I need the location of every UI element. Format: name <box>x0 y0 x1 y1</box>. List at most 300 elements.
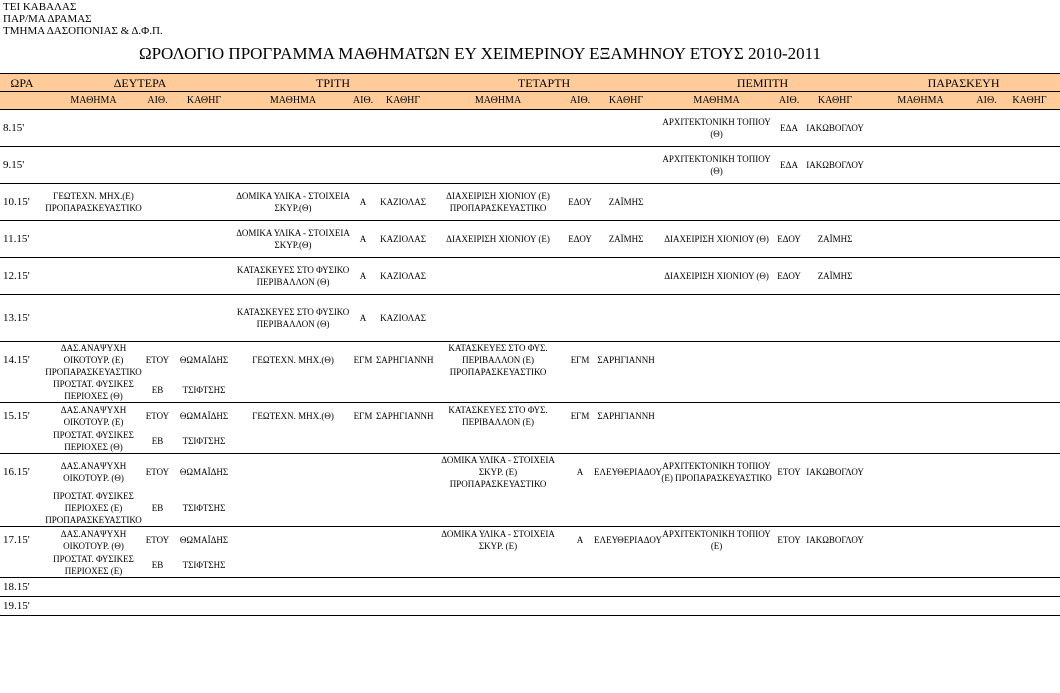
room-cell <box>974 578 999 597</box>
table-row <box>0 578 1060 597</box>
timetable <box>0 73 1060 616</box>
room-cell <box>143 184 172 221</box>
course-cell: ΓΕΩΤΕΧΝ. ΜΗΧ.(Θ) <box>252 355 334 365</box>
room-cell <box>143 295 172 342</box>
room-cell <box>143 221 172 258</box>
course-cell: ΔΟΜΙΚΑ ΥΛΙΚΑ - ΣΤΟΙΧΕΙΑ ΣΚΥΡ. (Ε) <box>441 529 555 551</box>
room-cell: ΕΔΟΥ <box>775 221 803 258</box>
time-cell: 15.15' <box>3 410 30 422</box>
teacher-cell <box>999 221 1060 258</box>
course-cell: ΑΡΧΙΤΕΚΤΟΝΙΚΗ ΤΟΠΙΟΥ (Θ) <box>658 110 775 147</box>
room-cell: ΕΔΟΥ <box>566 221 594 258</box>
room-cell: ΕΔΑ <box>775 147 803 184</box>
table-row <box>0 597 1060 616</box>
room-cell: Α <box>350 295 376 342</box>
teacher-cell <box>803 295 867 342</box>
room-cell <box>350 527 376 554</box>
course-cell <box>867 295 974 342</box>
room-cell: ΕΤΟΥ <box>145 535 170 545</box>
room-cell: ΕΤΟΥ <box>777 467 801 477</box>
teacher-cell <box>172 597 236 616</box>
room-cell: Α <box>576 467 584 477</box>
teacher-cell: ΤΣΙΦΤΣΗΣ <box>172 490 236 527</box>
room-cell <box>143 258 172 295</box>
course-cell <box>236 147 350 184</box>
teacher-cell <box>376 490 430 527</box>
teacher-cell <box>594 258 658 295</box>
teacher-header: ΚΑΘΗΓ <box>594 92 658 110</box>
room-cell <box>350 110 376 147</box>
teacher-header: ΚΑΘΗΓ <box>376 92 430 110</box>
teacher-cell <box>376 378 430 403</box>
room-cell: ΕΓΜ <box>353 355 373 365</box>
room-cell: Α <box>576 535 584 545</box>
course-cell <box>430 597 566 616</box>
room-cell <box>974 342 999 379</box>
course-cell <box>44 110 143 147</box>
room-cell: ΕΒ <box>143 553 172 578</box>
room-cell <box>350 578 376 597</box>
course-cell <box>658 490 775 527</box>
teacher-cell <box>172 184 236 221</box>
teacher-header: ΚΑΘΗΓ <box>172 92 236 110</box>
room-cell <box>974 597 999 616</box>
teacher-cell <box>999 110 1060 147</box>
course-cell: ΚΑΤΑΣΚΕΥΕΣ ΣΤΟ ΦΥΣ. ΠΕΡΙΒΑΛΛΟΝ (Ε) <box>448 405 548 427</box>
room-cell <box>775 578 803 597</box>
course-cell <box>44 147 143 184</box>
room-cell <box>775 597 803 616</box>
table-row <box>0 527 1060 554</box>
room-cell <box>974 258 999 295</box>
teacher-cell <box>803 490 867 527</box>
teacher-cell <box>594 429 658 454</box>
course-header: ΜΑΘΗΜΑ <box>44 92 143 110</box>
course-cell <box>236 110 350 147</box>
teacher-cell <box>594 597 658 616</box>
course-cell <box>867 403 974 430</box>
room-cell <box>974 527 999 554</box>
room-cell <box>974 110 999 147</box>
table-row <box>0 403 1060 430</box>
course-cell <box>867 110 974 147</box>
course-cell <box>658 429 775 454</box>
teacher-cell: ΖΑΪΜΗΣ <box>803 221 867 258</box>
table-row <box>0 342 1060 379</box>
room-cell <box>350 147 376 184</box>
course-cell <box>430 378 566 403</box>
teacher-cell: ΙΑΚΩΒΟΓΛΟΥ <box>806 535 864 545</box>
room-cell <box>566 110 594 147</box>
room-cell: ΕΒ <box>143 490 172 527</box>
teacher-cell <box>999 553 1060 578</box>
room-cell <box>974 429 999 454</box>
room-cell: ΕΒ <box>143 429 172 454</box>
course-cell: ΔΙΑΧΕΙΡΙΣΗ ΧΙΟΝΙΟΥ (Ε) <box>430 221 566 258</box>
room-cell: ΕΤΟΥ <box>777 535 801 545</box>
teacher-cell <box>172 295 236 342</box>
course-cell <box>44 295 143 342</box>
time-cell: 16.15' <box>3 466 30 478</box>
course-cell: ΔΑΣ.ΑΝΑΨΥΧΗ ΟΙΚΟΤΟΥΡ. (Ε) <box>60 405 127 427</box>
course-cell: ΔΑΣ.ΑΝΑΨΥΧΗ ΟΙΚΟΤΟΥΡ. (Θ) <box>60 529 127 551</box>
room-cell <box>775 553 803 578</box>
teacher-cell <box>999 184 1060 221</box>
course-cell <box>867 147 974 184</box>
course-cell: ΔΙΑΧΕΙΡΙΣΗ ΧΙΟΝΙΟΥ (Ε) ΠΡΟΠΑΡΑΣΚΕΥΑΣΤΙΚΟ <box>430 184 566 221</box>
course-cell <box>658 378 775 403</box>
course-cell: ΠΡΟΣΤΑΤ. ΦΥΣΙΚΕΣ ΠΕΡΙΟΧΕΣ (Θ) <box>44 378 143 403</box>
course-cell <box>236 454 350 491</box>
course-cell <box>236 553 350 578</box>
room-header: ΑΙΘ. <box>775 92 803 110</box>
course-cell <box>658 295 775 342</box>
time-cell: 19.15' <box>0 597 44 616</box>
room-cell <box>350 597 376 616</box>
course-header: ΜΑΘΗΜΑ <box>867 92 974 110</box>
teacher-cell <box>803 429 867 454</box>
room-cell: ΕΔΑ <box>775 110 803 147</box>
room-cell <box>974 221 999 258</box>
hour-header: ΩΡΑ <box>0 74 44 92</box>
column-header-row <box>0 92 1060 110</box>
teacher-cell <box>594 295 658 342</box>
course-cell <box>430 295 566 342</box>
room-cell: ΕΓΜ <box>570 411 590 421</box>
course-cell <box>658 403 775 430</box>
time-cell: 17.15' <box>3 534 30 546</box>
room-cell <box>974 295 999 342</box>
course-cell <box>658 597 775 616</box>
room-header: ΑΙΘ. <box>566 92 594 110</box>
course-cell <box>430 490 566 527</box>
course-cell <box>867 454 974 491</box>
course-cell <box>867 429 974 454</box>
time-cell <box>0 378 44 403</box>
page-title: ΩΡΟΛΟΓΙΟ ΠΡΟΓΡΑΜΜΑ ΜΑΘΗΜΑΤΩΝ ΕΥ ΧΕΙΜΕΡΙΝΟΥ ΕΞΑΜΗΝΟΥ ΕΤΟΥΣ 2010-2011 <box>138 44 822 63</box>
course-cell <box>867 221 974 258</box>
teacher-cell <box>594 110 658 147</box>
room-cell <box>566 258 594 295</box>
teacher-cell <box>376 147 430 184</box>
teacher-cell: ΚΑΖΙΟΛΑΣ <box>376 258 430 295</box>
room-cell <box>566 147 594 184</box>
room-cell: ΕΤΟΥ <box>145 411 170 421</box>
time-cell: 11.15' <box>0 221 44 258</box>
course-cell <box>430 429 566 454</box>
course-cell <box>430 258 566 295</box>
room-cell <box>566 553 594 578</box>
time-cell <box>0 429 44 454</box>
room-cell <box>566 378 594 403</box>
teacher-cell <box>172 258 236 295</box>
teacher-cell <box>376 553 430 578</box>
teacher-cell: ΣΑΡΗΓΙΑΝΝΗ <box>597 355 655 365</box>
teacher-cell <box>376 597 430 616</box>
room-cell <box>974 403 999 430</box>
time-cell: 8.15' <box>0 110 44 147</box>
teacher-cell: ΘΩΜΑΪΔΗΣ <box>179 535 229 545</box>
course-cell <box>867 553 974 578</box>
course-cell <box>236 378 350 403</box>
teacher-cell <box>803 378 867 403</box>
teacher-cell <box>999 403 1060 430</box>
course-cell: ΔΙΑΧΕΙΡΙΣΗ ΧΙΟΝΙΟΥ (Θ) <box>658 258 775 295</box>
teacher-cell <box>376 429 430 454</box>
teacher-cell <box>999 258 1060 295</box>
course-cell <box>867 490 974 527</box>
teacher-cell <box>999 147 1060 184</box>
course-cell: ΚΑΤΑΣΚΕΥΕΣ ΣΤΟ ΦΥΣΙΚΟ ΠΕΡΙΒΑΛΛΟΝ (Θ) <box>236 258 350 295</box>
room-cell <box>775 403 803 430</box>
teacher-cell: ΤΣΙΦΤΣΗΣ <box>172 553 236 578</box>
teacher-cell <box>803 597 867 616</box>
room-cell <box>143 597 172 616</box>
teacher-cell <box>594 490 658 527</box>
teacher-header: ΚΑΘΗΓ <box>999 92 1060 110</box>
course-cell <box>236 429 350 454</box>
teacher-cell <box>172 110 236 147</box>
teacher-cell <box>999 454 1060 491</box>
course-cell: ΔΙΑΧΕΙΡΙΣΗ ΧΙΟΝΙΟΥ (Θ) <box>658 221 775 258</box>
teacher-cell <box>999 342 1060 379</box>
course-cell <box>658 578 775 597</box>
teacher-cell <box>376 110 430 147</box>
course-cell <box>236 490 350 527</box>
room-cell: ΕΓΜ <box>353 411 373 421</box>
department-name: ΤΜΗΜΑ ΔΑΣΟΠΟΝΙΑΣ & Δ.Φ.Π. <box>3 25 163 37</box>
teacher-cell: ΤΣΙΦΤΣΗΣ <box>172 429 236 454</box>
hour-subheader <box>0 92 44 110</box>
course-cell: ΠΡΟΣΤΑΤ. ΦΥΣΙΚΕΣ ΠΕΡΙΟΧΕΣ (Ε) <box>44 553 143 578</box>
course-cell <box>430 147 566 184</box>
room-cell: ΕΤΟΥ <box>145 355 170 365</box>
room-cell <box>775 342 803 379</box>
course-cell: ΔΟΜΙΚΑ ΥΛΙΚΑ - ΣΤΟΙΧΕΙΑ ΣΚΥΡ. (Ε) ΠΡΟΠΑΡΑΣΚΕΥΑΣΤΙΚΟ <box>441 455 555 489</box>
room-cell <box>350 490 376 527</box>
teacher-cell: ΖΑΪΜΗΣ <box>803 258 867 295</box>
room-cell: ΕΔΟΥ <box>775 258 803 295</box>
table-row <box>0 184 1060 221</box>
time-cell: 9.15' <box>0 147 44 184</box>
room-cell <box>974 147 999 184</box>
time-cell <box>0 490 44 527</box>
time-cell: 13.15' <box>0 295 44 342</box>
room-header: ΑΙΘ. <box>143 92 172 110</box>
teacher-cell: ΣΑΡΗΓΙΑΝΝΗ <box>597 411 655 421</box>
day-header: ΔΕΥΤΕΡΑ <box>44 74 236 92</box>
table-row <box>0 429 1060 454</box>
course-cell <box>658 553 775 578</box>
course-cell <box>44 221 143 258</box>
teacher-cell <box>594 378 658 403</box>
course-cell: ΔΑΣ.ΑΝΑΨΥΧΗ ΟΙΚΟΤΟΥΡ. (Θ) <box>60 461 127 483</box>
branch-name: ΠΑΡ/ΜΑ ΔΡΑΜΑΣ <box>3 13 92 25</box>
teacher-cell <box>999 578 1060 597</box>
room-cell <box>775 490 803 527</box>
course-header: ΜΑΘΗΜΑ <box>236 92 350 110</box>
teacher-cell: ΙΑΚΩΒΟΓΛΟΥ <box>803 147 867 184</box>
room-cell <box>143 578 172 597</box>
room-cell <box>350 429 376 454</box>
day-header: ΠΕΜΠΤΗ <box>658 74 867 92</box>
room-cell: ΕΤΟΥ <box>145 467 170 477</box>
course-cell: ΚΑΤΑΣΚΕΥΕΣ ΣΤΟ ΦΥΣΙΚΟ ΠΕΡΙΒΑΛΛΟΝ (Θ) <box>236 295 350 342</box>
teacher-header: ΚΑΘΗΓ <box>803 92 867 110</box>
course-cell <box>867 597 974 616</box>
room-cell <box>775 295 803 342</box>
course-cell: ΠΡΟΣΤΑΤ. ΦΥΣΙΚΕΣ ΠΕΡΙΟΧΕΣ (Θ) <box>44 429 143 454</box>
teacher-cell <box>803 578 867 597</box>
teacher-cell: ΚΑΖΙΟΛΑΣ <box>376 295 430 342</box>
course-cell <box>430 553 566 578</box>
room-cell <box>350 553 376 578</box>
room-cell: ΕΔΟΥ <box>566 184 594 221</box>
course-cell <box>658 342 775 379</box>
table-row <box>0 110 1060 147</box>
table-row <box>0 221 1060 258</box>
course-cell <box>867 258 974 295</box>
teacher-cell: ΕΛΕΥΘΕΡΙΑΔΟΥ <box>594 535 662 545</box>
teacher-cell <box>999 597 1060 616</box>
room-cell <box>974 378 999 403</box>
table-row <box>0 454 1060 491</box>
course-cell <box>44 578 143 597</box>
teacher-cell <box>803 184 867 221</box>
course-cell: ΑΡΧΙΤΕΚΤΟΝΙΚΗ ΤΟΠΙΟΥ (Ε) ΠΡΟΠΑΡΑΣΚΕΥΑΣΤΙΚΟ <box>661 461 772 483</box>
institution-name: ΤΕΙ ΚΑΒΑΛΑΣ <box>3 1 77 13</box>
course-cell: ΔΑΣ.ΑΝΑΨΥΧΗ ΟΙΚΟΤΟΥΡ. (Ε) ΠΡΟΠΑΡΑΣΚΕΥΑΣΤΙΚΟ <box>45 343 142 377</box>
teacher-cell <box>376 527 430 554</box>
teacher-cell <box>594 578 658 597</box>
room-header: ΑΙΘ. <box>974 92 999 110</box>
room-cell <box>566 490 594 527</box>
table-row <box>0 295 1060 342</box>
time-cell: 10.15' <box>0 184 44 221</box>
teacher-cell: ΣΑΡΗΓΙΑΝΝΗ <box>376 411 434 421</box>
course-cell <box>867 527 974 554</box>
room-cell: Α <box>350 184 376 221</box>
timetable-body <box>0 74 1060 616</box>
room-cell <box>974 490 999 527</box>
teacher-cell: ΘΩΜΑΪΔΗΣ <box>179 467 229 477</box>
day-header: ΠΑΡΑΣΚΕΥΗ <box>867 74 1060 92</box>
teacher-cell <box>172 578 236 597</box>
teacher-cell <box>999 429 1060 454</box>
teacher-cell <box>803 403 867 430</box>
course-cell <box>430 578 566 597</box>
course-cell <box>430 110 566 147</box>
room-header: ΑΙΘ. <box>350 92 376 110</box>
course-header: ΜΑΘΗΜΑ <box>430 92 566 110</box>
room-cell <box>566 295 594 342</box>
teacher-cell <box>376 578 430 597</box>
day-header: ΤΡΙΤΗ <box>236 74 430 92</box>
room-cell <box>974 454 999 491</box>
teacher-cell <box>172 221 236 258</box>
room-cell <box>350 378 376 403</box>
teacher-cell <box>999 490 1060 527</box>
time-cell: 12.15' <box>0 258 44 295</box>
teacher-cell: ΣΑΡΗΓΙΑΝΝΗ <box>376 355 434 365</box>
time-cell: 18.15' <box>0 578 44 597</box>
course-cell <box>867 578 974 597</box>
room-cell <box>775 429 803 454</box>
course-cell: ΑΡΧΙΤΕΚΤΟΝΙΚΗ ΤΟΠΙΟΥ (Ε) <box>662 529 771 551</box>
teacher-cell <box>999 295 1060 342</box>
room-cell <box>974 553 999 578</box>
course-cell <box>44 258 143 295</box>
teacher-cell <box>594 147 658 184</box>
table-row <box>0 147 1060 184</box>
course-cell <box>658 184 775 221</box>
day-header: ΤΕΤΑΡΤΗ <box>430 74 658 92</box>
course-cell: ΚΑΤΑΣΚΕΥΕΣ ΣΤΟ ΦΥΣ. ΠΕΡΙΒΑΛΛΟΝ (Ε) ΠΡΟΠΑΡΑΣΚΕΥΑΣΤΙΚΟ <box>448 343 548 377</box>
room-cell <box>974 184 999 221</box>
teacher-cell: ΚΑΖΙΟΛΑΣ <box>376 221 430 258</box>
room-cell <box>143 110 172 147</box>
teacher-cell <box>803 342 867 379</box>
room-cell: Α <box>350 221 376 258</box>
room-cell: Α <box>350 258 376 295</box>
course-header: ΜΑΘΗΜΑ <box>658 92 775 110</box>
table-row <box>0 378 1060 403</box>
course-cell <box>867 184 974 221</box>
table-row <box>0 258 1060 295</box>
room-cell: ΕΓΜ <box>570 355 590 365</box>
teacher-cell: ΙΑΚΩΒΟΓΛΟΥ <box>806 467 864 477</box>
teacher-cell: ΖΑΪΜΗΣ <box>594 221 658 258</box>
room-cell <box>775 378 803 403</box>
teacher-cell <box>376 454 430 491</box>
teacher-cell <box>803 553 867 578</box>
course-cell: ΔΟΜΙΚΑ ΥΛΙΚΑ - ΣΤΟΙΧΕΙΑ ΣΚΥΡ.(Θ) <box>236 184 350 221</box>
room-cell <box>566 597 594 616</box>
teacher-cell: ΖΑΪΜΗΣ <box>594 184 658 221</box>
teacher-cell: ΕΛΕΥΘΕΡΙΑΔΟΥ <box>594 467 662 477</box>
table-row <box>0 553 1060 578</box>
time-cell: 14.15' <box>3 354 30 366</box>
table-row <box>0 490 1060 527</box>
teacher-cell <box>594 553 658 578</box>
room-cell <box>566 429 594 454</box>
teacher-cell: ΘΩΜΑΪΔΗΣ <box>179 411 229 421</box>
teacher-cell: ΘΩΜΑΪΔΗΣ <box>179 355 229 365</box>
teacher-cell: ΚΑΖΙΟΛΑΣ <box>376 184 430 221</box>
room-cell <box>775 184 803 221</box>
course-cell: ΠΡΟΣΤΑΤ. ΦΥΣΙΚΕΣ ΠΕΡΙΟΧΕΣ (Ε) ΠΡΟΠΑΡΑΣΚΕΥΑΣΤΙΚΟ <box>45 491 142 525</box>
course-cell <box>867 342 974 379</box>
teacher-cell <box>999 378 1060 403</box>
teacher-cell <box>999 527 1060 554</box>
course-cell <box>236 578 350 597</box>
teacher-cell <box>172 147 236 184</box>
day-header-row <box>0 74 1060 92</box>
room-cell: ΕΒ <box>143 378 172 403</box>
course-cell <box>236 597 350 616</box>
room-cell <box>143 147 172 184</box>
teacher-cell: ΤΣΙΦΤΣΗΣ <box>172 378 236 403</box>
course-cell: ΔΟΜΙΚΑ ΥΛΙΚΑ - ΣΤΟΙΧΕΙΑ ΣΚΥΡ.(Θ) <box>236 221 350 258</box>
room-cell <box>350 454 376 491</box>
course-cell: ΓΕΩΤΕΧΝ. ΜΗΧ.(Ε) ΠΡΟΠΑΡΑΣΚΕΥΑΣΤΙΚΟ <box>44 184 143 221</box>
course-cell: ΓΕΩΤΕΧΝ. ΜΗΧ.(Θ) <box>252 411 334 421</box>
course-cell <box>867 378 974 403</box>
room-cell <box>566 578 594 597</box>
course-cell <box>44 597 143 616</box>
course-cell: ΑΡΧΙΤΕΚΤΟΝΙΚΗ ΤΟΠΙΟΥ (Θ) <box>658 147 775 184</box>
teacher-cell: ΙΑΚΩΒΟΓΛΟΥ <box>803 110 867 147</box>
